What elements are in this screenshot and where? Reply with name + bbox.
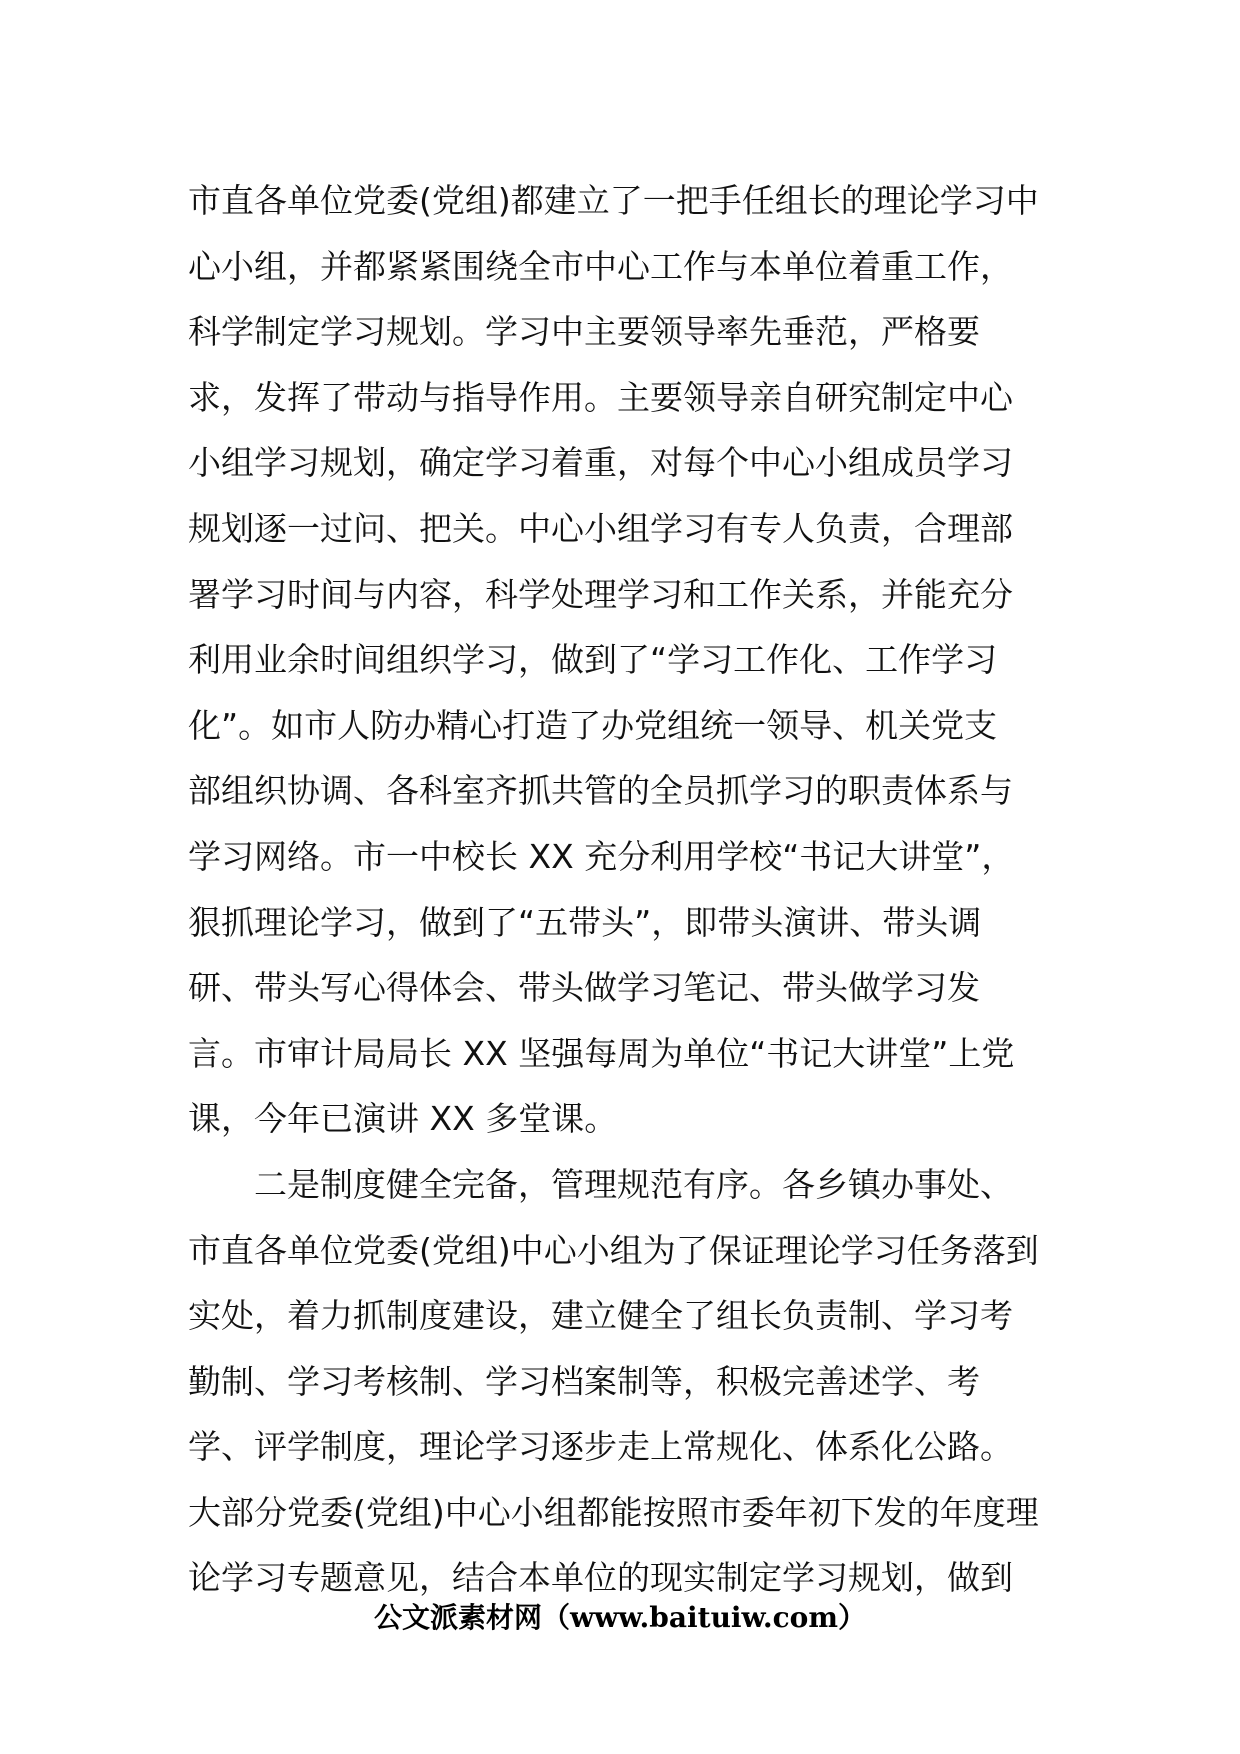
text-line: 大部分党委(党组)中心小组都能按照市委年初下发的年度理 (188, 1492, 1039, 1532)
text-line: 学、评学制度，理论学习逐步走上常规化、体系化公路。 (188, 1427, 1013, 1467)
text-line: 化”。如市人防办精心打造了办党组统一领导、机关党支 (188, 705, 998, 745)
text-line: 言。市审计局局长 XX 坚强每周为单位“书记大讲堂”上党 (188, 1033, 1015, 1073)
body-text (188, 168, 1058, 1611)
text-line: 利用业余时间组织学习，做到了“学习工作化、工作学习 (188, 640, 998, 680)
text-line: 科学制定学习规划。学习中主要领导率先垂范，严格要 (188, 312, 980, 352)
text-line: 署学习时间与内容，科学处理学习和工作关系，并能充分 (188, 574, 1013, 614)
text-line: 部组织协调、各科室齐抓共管的全员抓学习的职责体系与 (188, 771, 1013, 811)
text-line: 学习网络。市一中校长 XX 充分利用学校“书记大讲堂”， (188, 836, 1015, 876)
text-line: 心小组，并都紧紧围绕全市中心工作与本单位着重工作， (188, 246, 1013, 286)
text-line: 课，今年已演讲 XX 多堂课。 (188, 1099, 618, 1139)
text-line: 市直各单位党委(党组)中心小组为了保证理论学习任务落到 (188, 1230, 1039, 1270)
text-line: 研、带头写心得体会、带头做学习笔记、带头做学习发 (188, 968, 980, 1008)
text-line: 论学习专题意见，结合本单位的现实制定学习规划，做到 (188, 1558, 1013, 1598)
text-line: 规划逐一过问、把关。中心小组学习有专人负责，合理部 (188, 508, 1013, 548)
text-line: 勤制、学习考核制、学习档案制等，积极完善述学、考 (188, 1361, 980, 1401)
footer-watermark: 公文派素材网（www.baituiw.com） (374, 1601, 866, 1634)
text-line: 市直各单位党委(党组)都建立了一把手任组长的理论学习中 (188, 181, 1039, 220)
text-line: 小组学习规划，确定学习着重，对每个中心小组成员学习 (188, 443, 1013, 483)
text-line: 狠抓理论学习，做到了“五带头”，即带头演讲、带头调 (188, 902, 982, 942)
paragraph-start-line: 二是制度健全完备，管理规范有序。各乡镇办事处、 (254, 1164, 1013, 1204)
text-line: 求，发挥了带动与指导作用。主要领导亲自研究制定中心 (188, 377, 1013, 417)
text-line: 实处，着力抓制度建设，建立健全了组长负责制、学习考 (188, 1296, 1013, 1336)
